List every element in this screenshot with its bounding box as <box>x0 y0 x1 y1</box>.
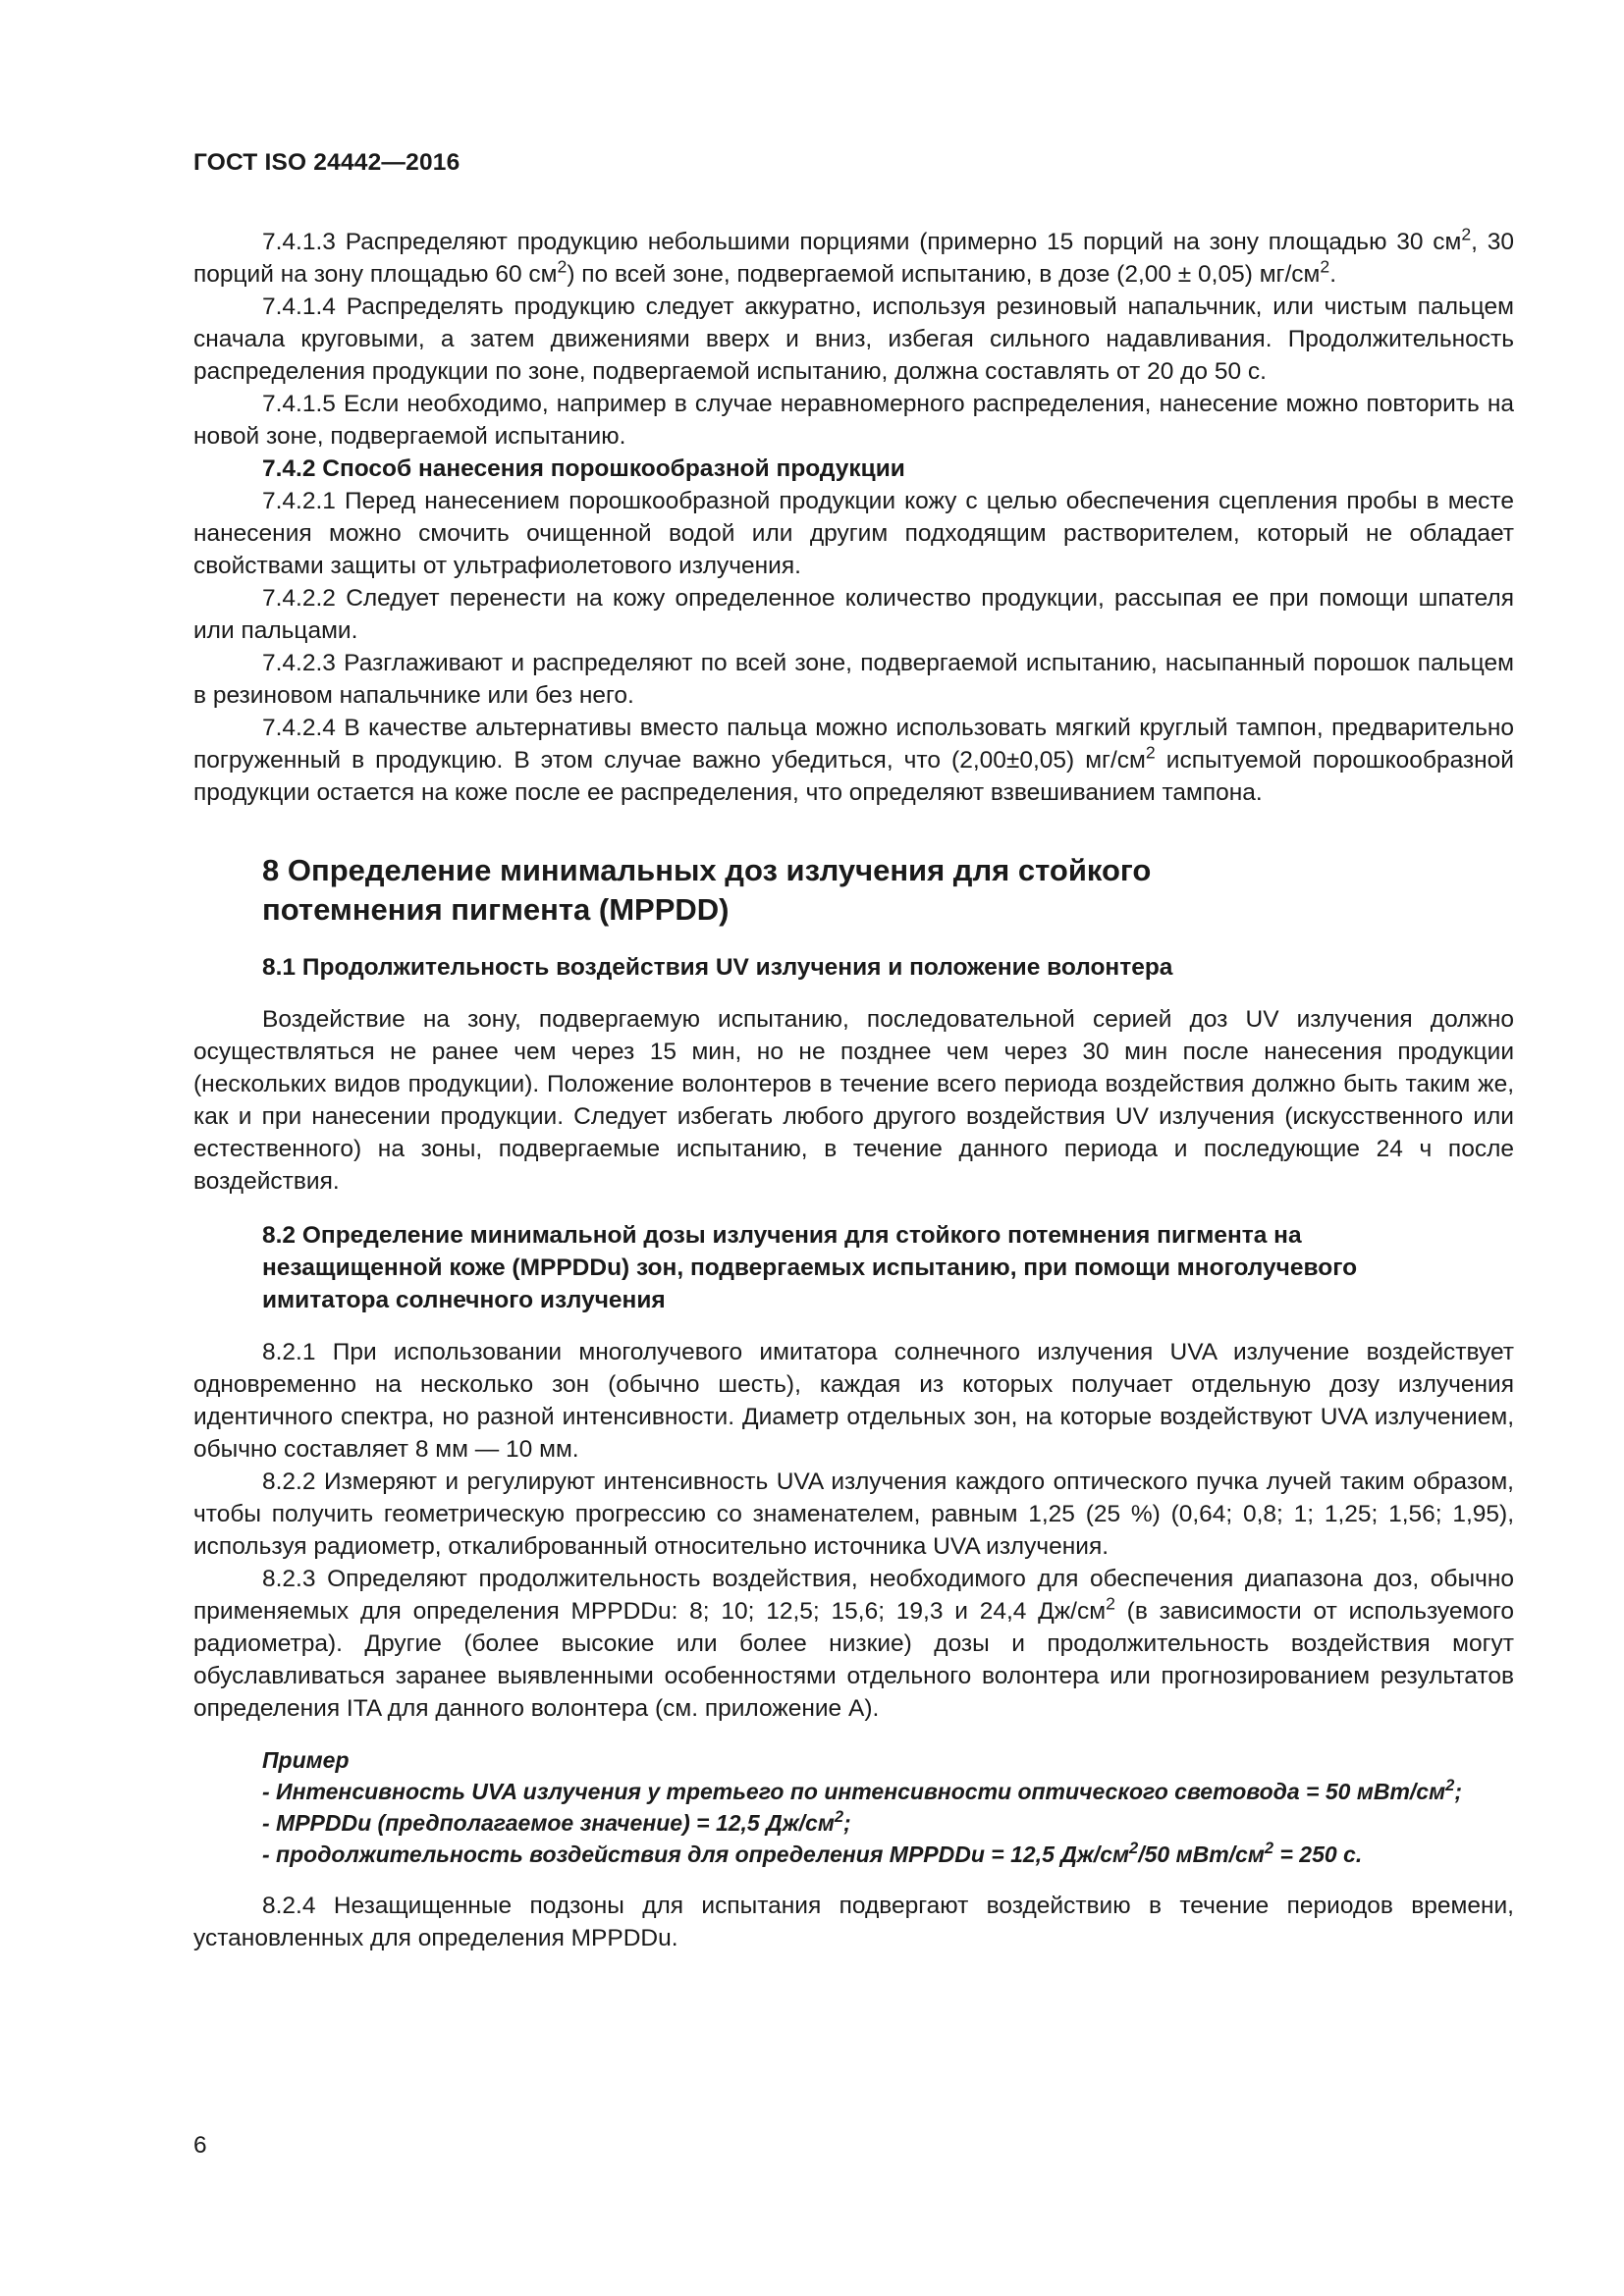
example-line-1: - Интенсивность UVA излучения у третьего по интенсивности оптического световода = 50 мВт/$см^2$; <box>262 1775 1462 1804</box>
document-header: ГОСТ ISO 24442—2016 <box>193 149 460 176</box>
example-line-3: - продолжительность воздействия для определения MPPDDu = 12,5 $Дж/см^2/50$ мВт/$см^2 = 250$ с. <box>262 1838 1363 1867</box>
paragraph-7-4-1-5: 7.4.1.5 Если необходимо, например в случае неравномерного распределения, нанесение можно повторить на новой зоне, подвергаемой испытанию. <box>193 391 1514 450</box>
paragraph-8-2-4: 8.2.4 Незащищенные подзоны для испытания подвергают воздействию в течение периодов времени, установленных для определения MPPDDu. <box>193 1893 1514 1951</box>
paragraph-7-4-1-4: 7.4.1.4 Распределять продукцию следует аккуратно, используя резиновый напальчник, или чистым пальцем сначала круговыми, а затем движениями вверх и вниз, избегая сильного надавливания. Продолжительность распределения продукции по зоне, подвергаемой испытанию, должна составлять от 20 до 50 с. <box>193 294 1514 385</box>
paragraph-8-2-2: 8.2.2 Измеряют и регулируют интенсивность UVA излучения каждого оптического пучка лучей таким образом, чтобы получить геометрическую прогрессию со знаменателем, равным 1,25 (25 %) (0,64; 0,8; 1; 1,25; 1,56; 1,95), используя радиометр, откалиброванный относительно источника UVA излучения. <box>193 1468 1514 1560</box>
heading-8-1: 8.1 Продолжительность воздействия UV излучения и положение волонтера <box>262 954 1173 981</box>
heading-8-2: 8.2 Определение минимальной дозы излучения для стойкого потемнения пигмента на незащищенной коже (MPPDDu) зон, подвергаемых испытанию, при помощи многолучевого имитатора солнечного излучения <box>262 1222 1358 1313</box>
paragraph-7-4-1-3: 7.4.1.3 Распределяют продукцию небольшими порциями (примерно 15 порций на зону площадью 30 $см^2$, 30 порций на зону площадью 60 $см^2$) по всей зоне, подвергаемой испытанию, в дозе (2,00 ± 0,05) $мг/см^2$. <box>193 224 1514 288</box>
example-line-2: - MPPDDu (предполагаемое значение) = 12,5 $Дж/см^2$; <box>262 1806 851 1836</box>
document-body <box>193 226 1514 1954</box>
paragraph-8-2-1: 8.2.1 При использовании многолучевого имитатора солнечного излучения UVA излучение воздействует одновременно на несколько зон (обычно шесть), каждая из которых получает отдельную дозу излучения идентичного спектра, но разной интенсивности. Диаметр отдельных зон, на которые воздействуют UVA излучением, обычно составляет 8 мм — 10 мм. <box>193 1339 1514 1463</box>
example-block <box>262 1744 1514 1870</box>
paragraph-7-4-2-1: 7.4.2.1 Перед нанесением порошкообразной продукции кожу с целью обеспечения сцепления пробы в месте нанесения можно смочить очищенной водой или другим подходящим растворителем, который не обладает свойствами защиты от ультрафиолетового излучения. <box>193 488 1514 579</box>
section-8-heading: 8 Определение минимальных доз излучения для стойкого потемнения пигмента (MPPDD) <box>262 853 1152 927</box>
paragraph-8-2-3: 8.2.3 Определяют продолжительность воздействия, необходимого для обеспечения диапазона доз, обычно применяемых для определения MPPDDu: 8; 10; 12,5; 15,6; 19,3 и 24,4 $Дж/см^2$ (в зависимости от используемого радиометра). Другие (более высокие или более низкие) дозы и продолжительность воздействия могут обуславливаться заранее выявленными особенностями отдельного волонтера или прогнозированием результатов определения ITA для данного волонтера (см. приложение А). <box>193 1566 1515 1722</box>
paragraph-7-4-2-3: 7.4.2.3 Разглаживают и распределяют по всей зоне, подвергаемой испытанию, насыпанный порошок пальцем в резиновом напальчнике или без него. <box>193 650 1514 709</box>
paragraph-7-4-2-4: 7.4.2.4 В качестве альтернативы вместо пальца можно использовать мягкий круглый тампон, предварительно погруженный в продукцию. В этом случае важно убедиться, что (2,00±0,05) $мг/см^2$ испытуемой порошкообразной продукции остается на коже после ее распределения, что определяют взвешиванием тампона. <box>193 715 1514 806</box>
paragraph-8-1: Воздействие на зону, подвергаемую испытанию, последовательной серией доз UV излучения должно осуществляться не ранее чем через 15 мин, но не позднее чем через 30 мин после нанесения продукции (нескольких видов продукции). Положение волонтеров в течение всего периода воздействия должно быть таким же, как и при нанесении продукции. Следует избегать любого другого воздействия UV излучения (искусственного или естественного) на зоны, подвергаемые испытанию, в течение данного периода и последующие 24 ч после воздействия. <box>193 1006 1514 1195</box>
example-title: Пример <box>262 1747 350 1773</box>
paragraph-7-4-2-2: 7.4.2.2 Следует перенести на кожу определенное количество продукции, рассыпая ее при помощи шпателя или пальцами. <box>193 585 1514 644</box>
page-number: 6 <box>193 2132 207 2159</box>
heading-7-4-2: 7.4.2 Способ нанесения порошкообразной продукции <box>262 455 905 482</box>
